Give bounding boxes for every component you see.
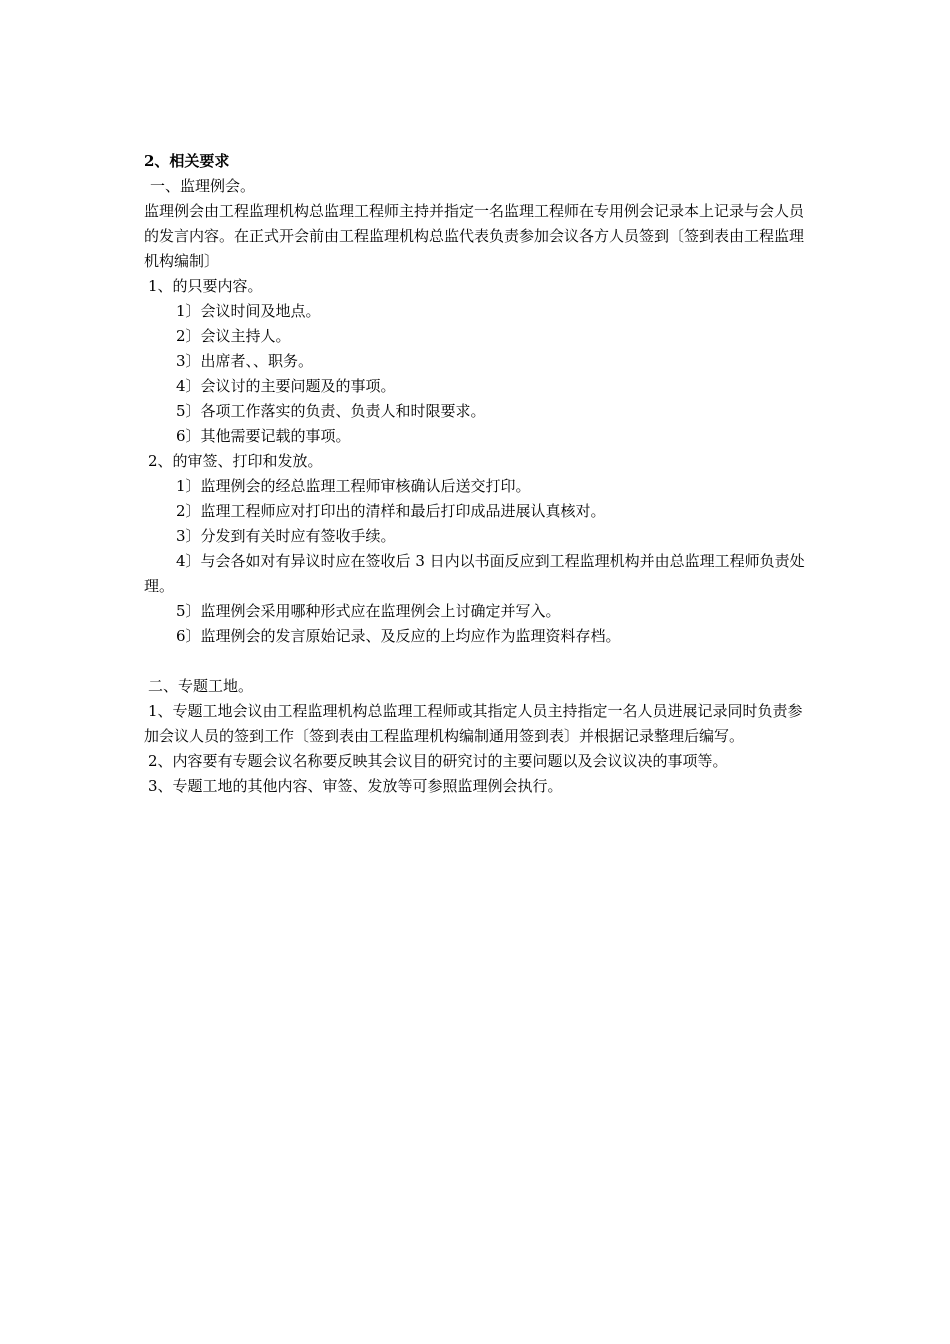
- sub1-heading: 1、的只要内容。: [148, 277, 263, 295]
- list-item: 5〕监理例会采用哪种形式应在监理例会上讨确定并写入。: [176, 602, 561, 620]
- list-item: 3、专题工地的其他内容、审签、发放等可参照监理例会执行。: [148, 777, 563, 795]
- list-item: 3〕分发到有关时应有签收手续。: [176, 527, 396, 545]
- list-item: 6〕其他需要记载的事项。: [176, 427, 351, 445]
- list-item: 4〕与会各如对有异议时应在签收后 3 日内以书面反应到工程监理机构并由总监理工程师负责处理。: [144, 552, 805, 595]
- section1-intro: 监理例会由工程监理机构总监理工程师主持并指定一名监理工程师在专用例会记录本上记录与会人员的发言内容。在正式开会前由工程监理机构总监代表负责参加会议各方人员签到〔签到表由工程监理机构编制〕: [144, 202, 805, 270]
- list-item: 5〕各项工作落实的负责、负责人和时限要求。: [176, 402, 486, 420]
- document-page: [144, 149, 809, 799]
- list-item: 2、内容要有专题会议名称要反映其会议目的研究讨的主要问题以及会议议决的事项等。: [148, 752, 728, 770]
- list-item: 6〕监理例会的发言原始记录、及反应的上均应作为监理资料存档。: [176, 627, 621, 645]
- sub2-heading: 2、的审签、打印和发放。: [148, 452, 323, 470]
- list-item: 4〕会议讨的主要问题及的事项。: [176, 377, 396, 395]
- list-item: 1〕会议时间及地点。: [176, 302, 321, 320]
- list-item: 3〕出席者、、职务。: [176, 352, 314, 370]
- list-item: 1〕监理例会的经总监理工程师审核确认后送交打印。: [176, 477, 531, 495]
- section-title: 2、相关要求: [144, 152, 230, 170]
- paragraph-gap: [144, 649, 809, 674]
- list-item: 2〕会议主持人。: [176, 327, 291, 345]
- section1-heading: 一、监理例会。: [150, 177, 256, 195]
- list-item: 2〕监理工程师应对打印出的清样和最后打印成品进展认真核对。: [176, 502, 606, 520]
- section2-heading: 二、专题工地。: [148, 677, 254, 695]
- list-item: 1、专题工地会议由工程监理机构总监理工程师或其指定人员主持指定一名人员进展记录同时负责参加会议人员的签到工作〔签到表由工程监理机构编制通用签到表〕并根据记录整理后编写。: [144, 702, 803, 745]
